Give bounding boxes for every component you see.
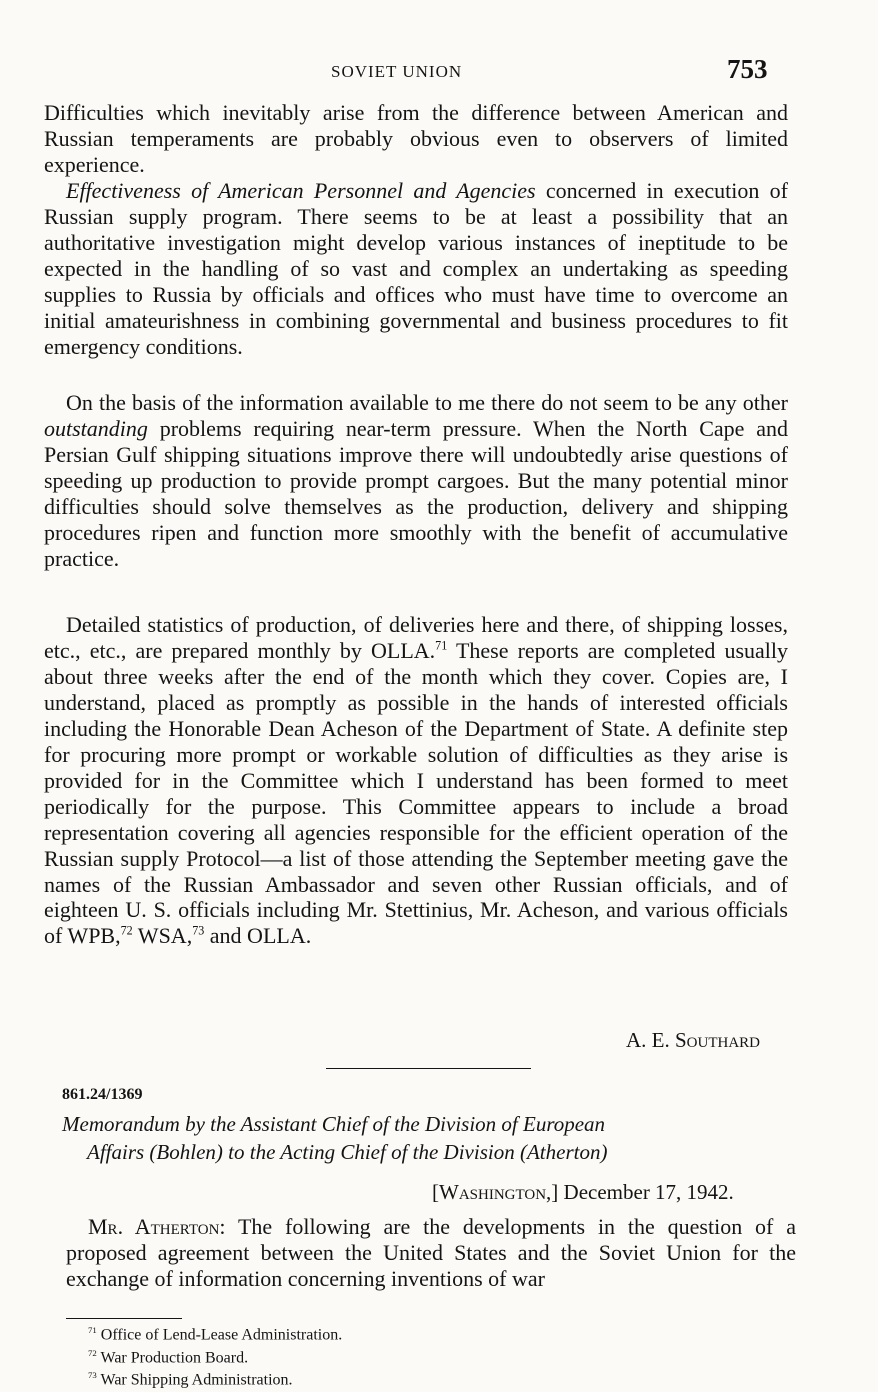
paragraph-no-other-problems xyxy=(44,390,788,572)
running-title: SOVIET UNION xyxy=(331,62,463,81)
section-divider xyxy=(326,1068,531,1069)
page-number: 753 xyxy=(727,54,768,84)
file-number: 861.24/1369 xyxy=(62,1086,143,1103)
footnotes xyxy=(88,1324,342,1392)
footnote-number: 71 xyxy=(88,1325,97,1335)
footnote-73 xyxy=(88,1369,342,1392)
paragraph-effectiveness-text: concerned in execution of Russian supply program. There seems to be at least a possibility that an authoritative investigation might develop various instances of ineptitude to be expected in the handling of so vast and complex an undertaking as speeding supplies to Russia by officials and offices who must have time to overcome an initial amateurishness in combining governmental and business procedures to fit emergency conditions. xyxy=(44,177,788,359)
dateline-place: [Washington,] xyxy=(432,1180,559,1204)
footnote-text: War Production Board. xyxy=(96,1349,249,1367)
paragraph-text: and OLLA. xyxy=(204,923,312,949)
memo-title-line-1: Memorandum by the Assistant Chief of the Division of European xyxy=(62,1112,606,1136)
memo-title-line-2: Affairs (Bohlen) to the Acting Chief of the Division (Atherton) xyxy=(87,1140,608,1165)
memo-addressee: Mr. Atherton xyxy=(88,1214,220,1239)
footnote-number: 73 xyxy=(88,1370,97,1381)
signature-name: Southard xyxy=(675,1028,761,1052)
footnote-ref-72: 72 xyxy=(120,924,133,939)
paragraph-statistics xyxy=(44,612,788,949)
paragraph-text: These reports are completed usually about three weeks after the end of the month which they cover. Copies are, I understand, placed as promptly as possible in the hands of interested officials including the Honorable Dean Acheson of the Department of State. A definite step for procuring more prompt or workable solution of difficulties as they arise is provided for in the Committee which I understand has been formed to meet periodically for the purpose. This Committee appears to include a broad representation covering all agencies responsible for the efficient operation of the Russian supply Protocol—a list of those attending the September meeting gave the names of the Russian Ambassador and seven other Russian officials, and of eighteen U. S. officials including Mr. Stettinius, Mr. Acheson, and various officials of WPB, xyxy=(44,637,788,949)
body-middle xyxy=(44,390,788,572)
memo-text: : The following are the developments in the question of a proposed agreement between the United States and the Soviet Union for the exchange of information concerning inventions of war xyxy=(66,1214,796,1291)
footnote-number: 72 xyxy=(88,1347,97,1358)
dateline-date: December 17, 1942. xyxy=(558,1180,734,1204)
page-header xyxy=(0,54,878,92)
footnote-72 xyxy=(88,1347,342,1370)
footnote-71 xyxy=(88,1324,342,1347)
footnote-ref-71: 71 xyxy=(435,638,448,653)
signature-initials: A. E. xyxy=(626,1028,675,1052)
footnote-rule xyxy=(66,1318,182,1319)
body-lower xyxy=(44,612,788,949)
body-upper xyxy=(44,100,788,360)
dateline xyxy=(432,1180,734,1205)
paragraph-text: problems requiring near-term pressure. When the North Cape and Persian Gulf shipping situations improve there will undoubtedly arise questions of speeding up production to provide prompt cargoes. But the many potential minor difficulties should solve themselves as the production, delivery and shipping procedures ripen and function more smoothly with the benefit of accumulative practice. xyxy=(44,415,788,571)
memo-paragraph xyxy=(66,1214,796,1292)
section-heading-effectiveness: Effectiveness of American Personnel and Agencies xyxy=(66,177,536,203)
signature xyxy=(626,1028,760,1053)
memo-title xyxy=(62,1110,802,1167)
paragraph-text: Detailed statistics of production, of deliveries here and there, of shipping losses, etc., etc., are prepared monthly by OLLA. xyxy=(44,612,788,663)
paragraph-text: WSA, xyxy=(132,923,193,949)
emphasis-outstanding: outstanding xyxy=(44,415,148,441)
paragraph-effectiveness xyxy=(44,178,788,360)
footnote-text: War Shipping Administration. xyxy=(96,1371,293,1389)
footnote-text: Office of Lend-Lease Administration. xyxy=(96,1326,343,1344)
paragraph-temperaments: Difficulties which inevitably arise from the difference between American and Russian temperaments are probably obvious even to observers of limited experience. xyxy=(44,100,788,177)
paragraph-text: On the basis of the information available to me there do not seem to be any other xyxy=(66,390,788,415)
memo-body xyxy=(66,1214,796,1292)
footnote-ref-73: 73 xyxy=(192,924,205,939)
